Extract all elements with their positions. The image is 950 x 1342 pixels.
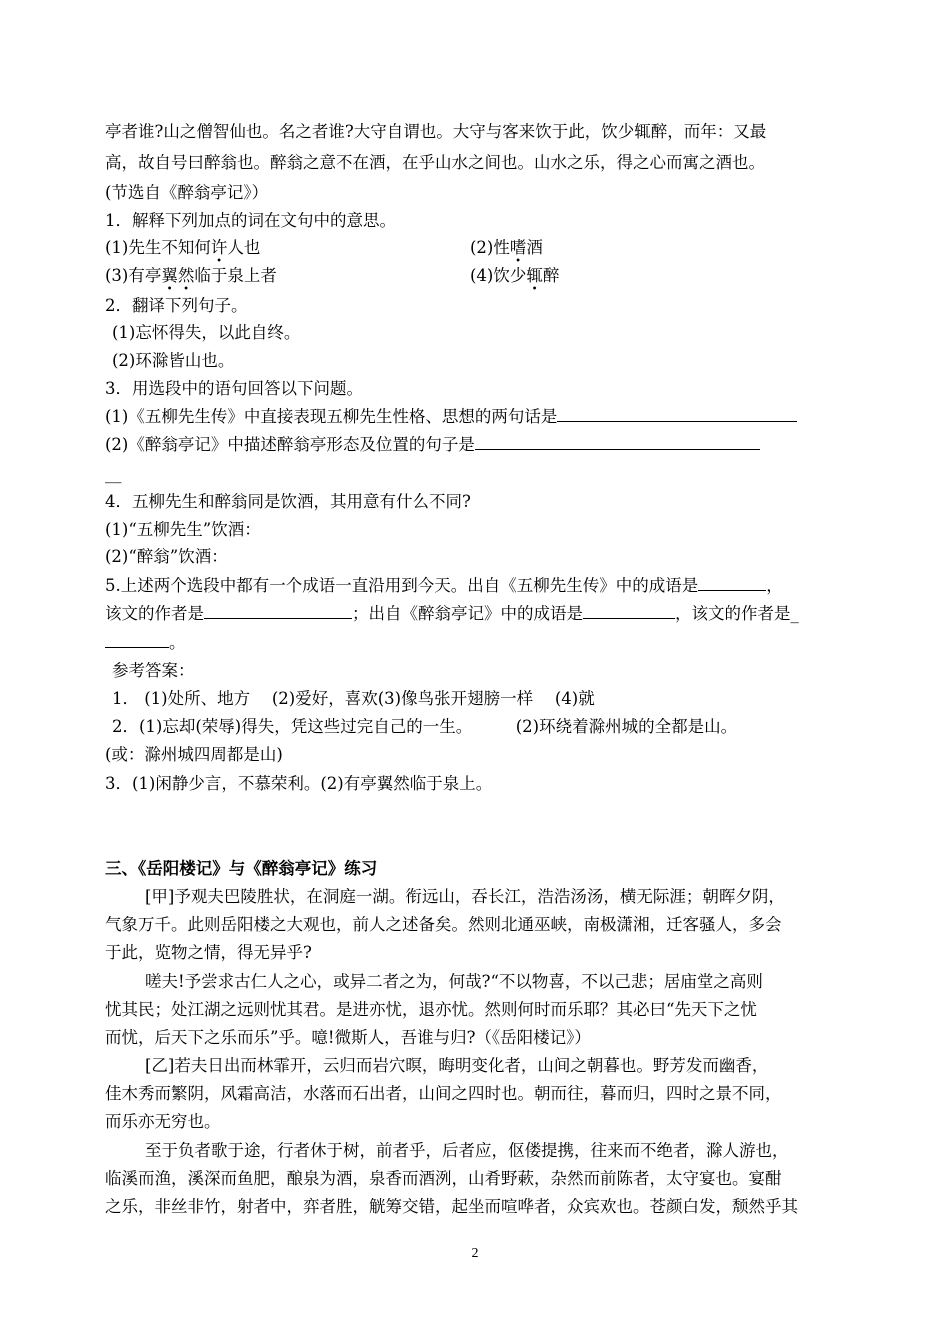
question-2-item-2: (2)环滁皆山也。 — [112, 351, 235, 370]
question-5-line-2: 该文的作者是 ；出自《醉翁亭记》中的成语是 ，该文的作者是_ — [105, 604, 799, 623]
q1-item-3: (3)有亭翼然临于泉上者 — [105, 266, 277, 285]
answer-2: 2．(1)忘却(荣辱)得失，凭这些过完自己的一生。 (2)环绕着滁州城的全都是山。 — [112, 717, 738, 736]
question-2: 2．翻译下列句子。 — [105, 296, 248, 315]
question-5-line-3: 。 — [105, 632, 850, 654]
question-4: 4．五柳先生和醉翁同是饮酒，其用意有什么不同? — [105, 492, 471, 511]
answer-blank — [105, 633, 169, 648]
page-number: 2 — [471, 1246, 479, 1261]
answer-blank — [204, 604, 352, 619]
passage-line: 气象万千。此则岳阳楼之大观也，前人之述备矣。然则北通巫峡，南极潇湘，迁客骚人，多会 — [105, 915, 782, 934]
question-3: 3．用选段中的语句回答以下问题。 — [105, 379, 363, 398]
passage-line: 忧其民；处江湖之远则忧其君。是进亦忧，退亦忧。然则何时而乐耶？其必曰“先天下之忧 — [105, 1000, 757, 1019]
answer-blank — [475, 435, 760, 450]
question-3-item-1: (1)《五柳先生传》中直接表现五柳先生性格、思想的两句话是 — [105, 406, 850, 428]
passage-line: 亭者谁?山之僧智仙也。名之者谁?大守自谓也。大守与客来饮于此，饮少辄醉，而年：又最 — [105, 122, 767, 141]
question-1-items-row1 — [105, 237, 850, 259]
answer-blank — [698, 576, 766, 591]
question-4-item-1: (1)“五柳先生”饮酒： — [105, 520, 261, 539]
passage-line: 高，故自号曰醉翁也。醉翁之意不在酒，在乎山水之间也。山水之乐，得之心而寓之酒也。 — [105, 153, 765, 172]
section-3-heading: 三、《岳阳楼记》与《醉翁亭记》练习 — [105, 859, 378, 878]
question-2-item-1: (1)忘怀得失，以此自终。 — [112, 323, 301, 342]
answer-key-title: 参考答案： — [112, 661, 195, 680]
passage-line: [乙]若夫日出而林霏开，云归而岩穴暝，晦明变化者，山间之朝暮也。野芳发而幽香， — [145, 1056, 769, 1075]
answer-blank-continuation: __ — [105, 464, 122, 483]
passage-line: 而忧，后天下之乐而乐”乎。噫!微斯人，吾谁与归?（《岳阳楼记》） — [105, 1028, 591, 1047]
question-1: 1．解释下列加点的词在文句中的意思。 — [105, 211, 396, 230]
passage-line: 临溪而渔，溪深而鱼肥，酿泉为酒，泉香而酒洌，山肴野蔌，杂然而前陈者，太守宴也。宴酣 — [105, 1169, 782, 1188]
passage-line: 佳木秀而繁阴，风霜高洁，水落而石出者，山间之四时也。朝而往，暮而归，四时之景不同， — [105, 1084, 782, 1103]
passage-line: 而乐亦无穷也。 — [105, 1112, 221, 1131]
answer-1: 1． (1)处所、地方 (2)爱好，喜欢(3)像鸟张开翅膀一样 (4)就 — [112, 689, 595, 708]
answer-blank — [557, 407, 797, 422]
passage-source: (节选自《醉翁亭记》） — [105, 183, 269, 202]
question-3-item-2: (2)《醉翁亭记》中描述醉翁亭形态及位置的句子是 — [105, 434, 850, 456]
passage-line: [甲]予观夫巴陵胜状，在洞庭一湖。衔远山，吞长江，浩浩汤汤，横无际涯；朝晖夕阴， — [145, 887, 785, 906]
q1-item-1: (1)先生不知何许人也 — [105, 238, 261, 257]
answer-3: 3．(1)闲静少言，不慕荣利。(2)有亭翼然临于泉上。 — [105, 774, 493, 793]
question-5: 5.上述两个选段中都有一个成语一直沿用到今天。出自《五柳先生传》中的成语是 ， — [105, 576, 783, 595]
answer-blank — [583, 604, 675, 619]
passage-line: 之乐，非丝非竹，射者中，弈者胜，觥筹交错，起坐而喧哗者，众宾欢也。苍颜白发，颓然乎其 — [105, 1197, 798, 1216]
passage-line: 至于负者歌于途，行者休于树，前者乎，后者应，伛偻提携，往来而不绝者，滁人游也， — [145, 1141, 789, 1160]
q1-item-4: (4)饮少辄醉 — [470, 266, 560, 285]
answer-2-alt: (或：滁州城四周都是山) — [105, 745, 283, 764]
passage-line: 于此，览物之情，得无异乎? — [105, 943, 312, 962]
passage-line: 嗟夫!予尝求古仁人之心，或异二者之为，何哉?“不以物喜，不以己悲；居庙堂之高则 — [145, 972, 763, 991]
question-4-item-2: (2)“醉翁”饮酒： — [105, 547, 228, 566]
q1-item-2: (2)性嗜酒 — [470, 238, 543, 257]
question-1-items-row2 — [105, 265, 850, 287]
